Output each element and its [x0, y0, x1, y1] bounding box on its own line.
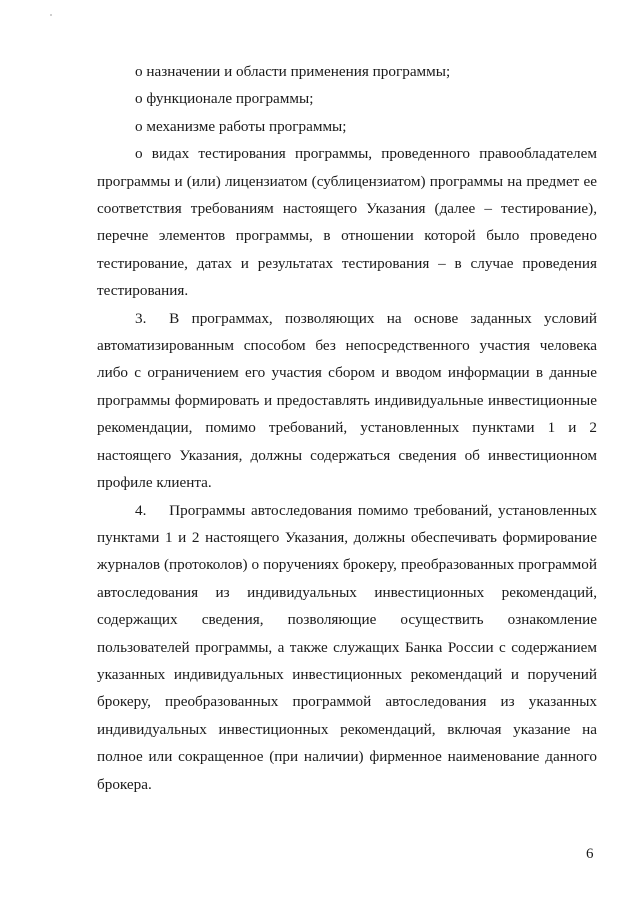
page-number: 6	[586, 846, 594, 862]
paragraph-item-3: 3. В программах, позволяющих на основе заданных условий автоматизированным способом без непосредственного участия человека либо с ограничением его участия сбором и вводом информации в данные программы формировать и предоставлять индивидуальные инвестиционные рекомендации, помимо требований, установленных пунктами 1 и 2 настоящего Указания, должны содержаться сведения об инвестиционном профиле клиента.	[97, 309, 597, 492]
paragraph-purpose: о назначении и области применения программы;	[135, 63, 451, 80]
scan-artifact	[50, 14, 52, 16]
paragraph-functionality: о функционале программы;	[135, 90, 314, 108]
paragraph-testing: о видах тестирования программы, проведенного правообладателем программы и (или) лицензиатом (сублицензиатом) программы на предмет ее соответствия требованиям настоящего Указания (далее – тестирование), перечне элементов программы, в отношении которой было проведено тестирование, датах и результатах тестирования – в случае проведения тестирования.	[97, 145, 597, 300]
paragraph-mechanism: о механизме работы программы;	[135, 117, 347, 135]
paragraph-item-4: 4. Программы автоследования помимо требований, установленных пунктами 1 и 2 настоящего Указания, должны обеспечивать формирование журналов (протоколов) о поручениях брокеру, преобразованных программой автоследования из индивидуальных инвестиционных рекомендаций, содержащих сведения, позволяющие осуществить ознакомление пользователей программы, а также служащих Банка России с содержанием указанных индивидуальных инвестиционных рекомендаций и поручений брокеру, преобразованных программой автоследования из указанных индивидуальных инвестиционных рекомендаций, включая указание на полное или сокращенное (при наличии) фирменное наименование данного брокера.	[97, 501, 597, 793]
document-body	[97, 58, 597, 798]
